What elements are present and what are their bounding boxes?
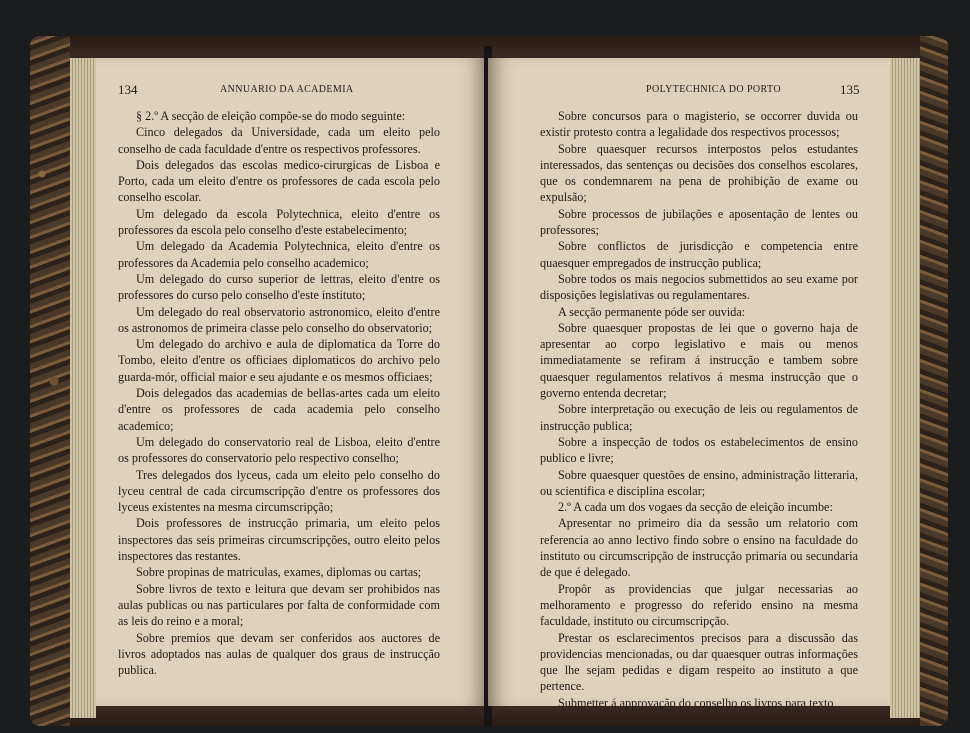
paragraph: Um delegado do real observatorio astronomico, eleito d'entre os astronomos de primeira classe pelo conselho do observatorio; xyxy=(118,304,440,335)
paragraph: Sobre concursos para o magisterio, se occorrer duvida ou existir protesto contra a legalidade dos respectivos processos; xyxy=(540,109,858,140)
paragraph: § 2.º A secção de eleição compõe-se do modo seguinte: xyxy=(136,109,406,123)
paragraph: Sobre processos de jubilações e aposentação de lentes ou professores; xyxy=(540,206,858,238)
right-page xyxy=(488,58,890,710)
left-page-number: 134 xyxy=(118,82,138,97)
paragraph: Sobre todos os mais negocios submettidos ao seu exame por disposições legislativas ou regulamentares. xyxy=(540,271,858,303)
paragraph: Sobre propinas de matriculas, exames, diplomas ou cartas; xyxy=(136,565,422,580)
paragraph: Sobre quaesquer questões de ensino, administração litteraria, ou scientifica e disciplina escolar; xyxy=(540,467,858,498)
left-page-edges xyxy=(70,58,96,718)
left-page xyxy=(96,58,486,706)
left-marbled-cover xyxy=(30,36,70,726)
left-page-text xyxy=(118,108,440,678)
paragraph: Sobre quaesquer recursos interpostos pelos estudantes interessados, das sentenças ou decisões dos conselhos escolares, que os condemnarem na pena de prohibição de exame ou expulsão; xyxy=(540,141,858,205)
right-running-head: POLYTECHNICA DO PORTO xyxy=(646,84,781,95)
paragraph: Um delegado da escola Polytechnica, eleito d'entre os professores da escola pelo conselho d'este estabelecimento; xyxy=(118,206,440,238)
paragraph: Tres delegados dos lyceus, cada um eleito pelo conselho do lyceu central de cada circumscripção d'entre os professores dos lyceus existentes na mesma circumscripção; xyxy=(118,467,440,515)
paragraph: Um delegado da Academia Polytechnica, eleito d'entre os professores da Academia pelo conselho academico; xyxy=(118,239,440,270)
right-page-edges xyxy=(890,58,920,718)
right-marbled-cover xyxy=(920,36,948,726)
paragraph: Dois delegados das academias de bellas-artes cada um eleito d'entre os professores de cada academia pelo conselho academico; xyxy=(118,386,440,433)
paragraph: Submetter á approvação do conselho os livros para texto xyxy=(558,695,834,710)
paragraph: Sobre quaesquer propostas de lei que o governo haja de apresentar ao corpo legislativo e mais ou menos immediatamente se refiram á instrucção e tambem sobre quaesquer regulamentos relativos á mesma instrucção que o governo entenda decretar; xyxy=(540,320,858,401)
paragraph: Propôr as providencias que julgar necessarias ao melhoramento e progresso do referido ensino na mesma faculdade, instituto ou circumscripção. xyxy=(540,581,858,629)
paragraph: Sobre a inspecção de todos os estabelecimentos de ensino publico e livre; xyxy=(540,434,858,466)
paragraph: 2.º A cada um dos vogaes da secção de eleição incumbe: xyxy=(558,500,833,515)
paragraph: Sobre premios que devam ser conferidos aos auctores de livros adoptados nas aulas de qualquer dos graus de instrucção publica. xyxy=(118,630,440,678)
paragraph: Sobre interpretação ou execução de leis ou regulamentos de instrucção publica; xyxy=(540,402,858,433)
paragraph: Dois professores de instrucção primaria, um eleito pelos inspectores das seis primeiras circumscripções, outro eleito pelos inspectores das restantes. xyxy=(118,516,440,564)
right-page-text xyxy=(540,108,858,711)
paragraph: Sobre livros de texto e leitura que devam ser prohibidos nas aulas publicas ou nas particulares por falta de conformidade com as leis do reino e a moral; xyxy=(118,581,440,629)
paragraph: Sobre conflictos de jurisdicção e competencia entre quaesquer empregados de instrucção publica; xyxy=(540,239,858,270)
paragraph: Dois delegados das escolas medico-cirurgicas de Lisboa e Porto, cada um eleito d'entre os professores de cada escola pelo conselho escolar. xyxy=(118,157,440,205)
open-book xyxy=(30,36,948,726)
right-page-number: 135 xyxy=(840,82,860,97)
paragraph: Cinco delegados da Universidade, cada um eleito pelo conselho de cada faculdade d'entre os respectivos professores. xyxy=(118,125,440,156)
paragraph: Um delegado do curso superior de lettras, eleito d'entre os professores do curso pelo conselho d'este instituto; xyxy=(118,271,440,303)
paragraph: Um delegado do conservatorio real de Lisboa, eleito d'entre os professores do conservatorio pelo respectivo conselho; xyxy=(118,434,440,466)
paragraph: Prestar os esclarecimentos precisos para a discussão das providencias mencionadas, ou dar quaesquer outras informações que lhe sejam pedidas e digam respeito ao instituto a que pertence. xyxy=(540,630,858,694)
paragraph: A secção permanente póde ser ouvida: xyxy=(558,304,746,319)
left-running-head: ANNUARIO DA ACADEMIA xyxy=(220,84,354,95)
paragraph: Apresentar no primeiro dia da sessão um relatorio com referencia ao anno lectivo findo sobre o ensino na faculdade do instituto ou circumscripção de instrucção primaria ou secundaria de que é delegado. xyxy=(540,516,858,580)
paragraph: Um delegado do archivo e aula de diplomatica da Torre do Tombo, eleito d'entre os officiaes diplomaticos do archivo pelo guarda-mór, official maior e seu ajudante e os mesmos officiaes; xyxy=(118,337,440,384)
